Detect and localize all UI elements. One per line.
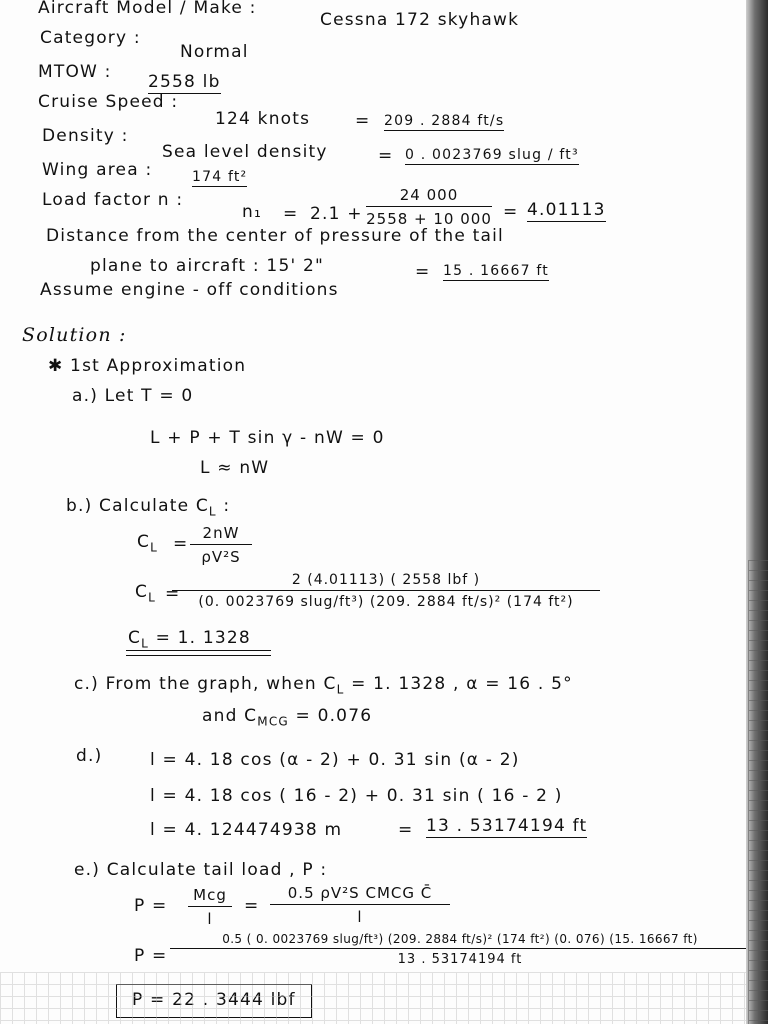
cl-result-sub: L: [141, 636, 149, 651]
cl-symbol-1: [137, 534, 158, 553]
density-label: Density :: [42, 126, 129, 146]
cl-equals-1: =: [173, 534, 189, 554]
distance-equals: =: [415, 262, 431, 282]
step-a-label: a.) Let T = 0: [72, 386, 194, 406]
cl-symbol-1-sub: L: [150, 540, 158, 555]
step-c2-sub: MCG: [257, 714, 289, 729]
step-b-label: [66, 498, 230, 517]
tail-load-fraction-1: [188, 886, 232, 928]
load-factor-fraction: [366, 186, 492, 228]
cl-symbol-1-text: C: [137, 532, 151, 552]
tail-load-denominator-2: l: [357, 908, 363, 926]
tail-load-p-1: P =: [134, 896, 168, 916]
cl-result-underline-2: [126, 655, 271, 656]
step-e-label: e.) Calculate tail load , P :: [74, 860, 328, 880]
cl-equals-2: =: [165, 584, 181, 604]
cl-result-symbol: C: [128, 628, 142, 648]
tail-load-numerator-3: 0.5 ( 0. 0023769 slug/ft³) (209. 2884 ft/s)² (174 ft²) (0. 076) (15. 16667 ft): [170, 932, 750, 949]
tail-load-fraction-3: [170, 932, 750, 967]
distance-result: 15 . 16667 ft: [443, 263, 549, 279]
step-b-sub: L: [208, 504, 217, 519]
cl-substitution-numerator: 2 (4.01113) ( 2558 lbf ): [172, 572, 600, 591]
tail-load-p-2: P =: [134, 946, 168, 966]
density-converted: 0 . 0023769 slug / ft³: [405, 147, 579, 163]
solution-heading: Solution :: [22, 324, 127, 346]
step-c-line-1: [74, 676, 573, 695]
density-value: Sea level density: [162, 142, 328, 162]
step-c-sub: L: [336, 682, 345, 697]
tail-load-denominator-3: 13 . 53174194 ft: [397, 952, 523, 967]
cruise-converted: 209 . 2884 ft/s: [384, 113, 505, 129]
category-value: Normal: [180, 42, 249, 62]
model-value: Cessna 172 skyhawk: [320, 10, 520, 30]
step-c2-end: = 0.076: [295, 706, 373, 726]
tail-load-numerator-2: 0.5 ρV²S CMCG C̄: [270, 884, 450, 905]
step-c-end: = 1. 1328 , α = 16 . 5°: [351, 674, 573, 694]
distance-line-2: plane to aircraft : 15' 2": [90, 256, 324, 276]
page-edge-grid: [748, 560, 768, 1024]
cl-symbol-2-text: C: [135, 582, 149, 602]
load-factor-equals-2: =: [503, 202, 519, 222]
wing-area-value: 174 ft²: [192, 169, 248, 185]
cl-result-underline-1: [126, 650, 271, 651]
tail-load-denominator-1: l: [207, 910, 213, 928]
model-label: Aircraft Model / Make :: [38, 0, 257, 18]
assumption: Assume engine - off conditions: [40, 280, 339, 300]
category-label: Category :: [40, 28, 141, 48]
distance-line-1: Distance from the center of pressure of the tail: [46, 226, 504, 246]
cl-symbol-2: [135, 584, 156, 603]
load-factor-denominator: 2558 + 10 000: [366, 210, 492, 228]
cl-formula-fraction: [190, 524, 252, 566]
tail-load-numerator-1: Mcg: [188, 886, 232, 907]
load-factor-equals-1: =: [283, 204, 299, 224]
final-answer: P = 22 . 3444 lbf: [132, 990, 296, 1010]
step-a-equation-1: L + P + T sin γ - nW = 0: [150, 428, 385, 448]
step-d-label: d.): [76, 746, 103, 766]
step-b-colon: :: [223, 496, 231, 516]
step-c2-text: and C: [202, 706, 258, 726]
load-factor-n1: n₁: [242, 202, 262, 222]
step-c-text: c.) From the graph, when C: [74, 674, 337, 694]
mtow-value: 2558 lb: [148, 72, 221, 92]
load-factor-base: 2.1 +: [310, 204, 363, 224]
step-d-equation-1: l = 4. 18 cos (α - 2) + 0. 31 sin (α - 2): [150, 750, 520, 770]
tail-load-fraction-2: [270, 884, 450, 926]
step-d-result: 13 . 53174194 ft: [426, 816, 588, 836]
cruise-value: 124 knots: [215, 109, 311, 129]
cruise-label: Cruise Speed :: [38, 92, 179, 112]
cl-result-value: = 1. 1328: [155, 628, 251, 648]
cl-substitution-fraction: [172, 572, 600, 610]
step-c-line-2: [202, 708, 372, 727]
tail-load-equals: =: [244, 896, 260, 916]
step-d-equation-3: l = 4. 124474938 m: [150, 820, 343, 840]
step-a-equation-2: L ≈ nW: [200, 458, 270, 478]
step-d-equation-2: l = 4. 18 cos ( 16 - 2) + 0. 31 sin ( 16 - 2 ): [150, 786, 563, 806]
step-b-text: b.) Calculate C: [66, 496, 209, 516]
cl-formula-numerator: 2nW: [190, 524, 252, 545]
wing-area-label: Wing area :: [42, 160, 153, 180]
cl-result: [128, 630, 251, 649]
step-d-equals: =: [398, 820, 414, 840]
approximation-heading: ✱ 1st Approximation: [48, 356, 247, 376]
cl-substitution-denominator: (0. 0023769 slug/ft³) (209. 2884 ft/s)² (174 ft²): [198, 594, 574, 610]
cl-formula-denominator: ρV²S: [201, 548, 241, 566]
load-factor-numerator: 24 000: [366, 186, 492, 207]
density-equals: =: [378, 146, 394, 166]
background-grid-paper: [0, 972, 768, 1024]
cruise-equals: =: [355, 111, 371, 131]
cl-symbol-2-sub: L: [148, 590, 156, 605]
load-factor-label: Load factor n :: [42, 190, 184, 210]
mtow-label: MTOW :: [38, 62, 112, 82]
load-factor-result: 4.01113: [527, 200, 606, 220]
